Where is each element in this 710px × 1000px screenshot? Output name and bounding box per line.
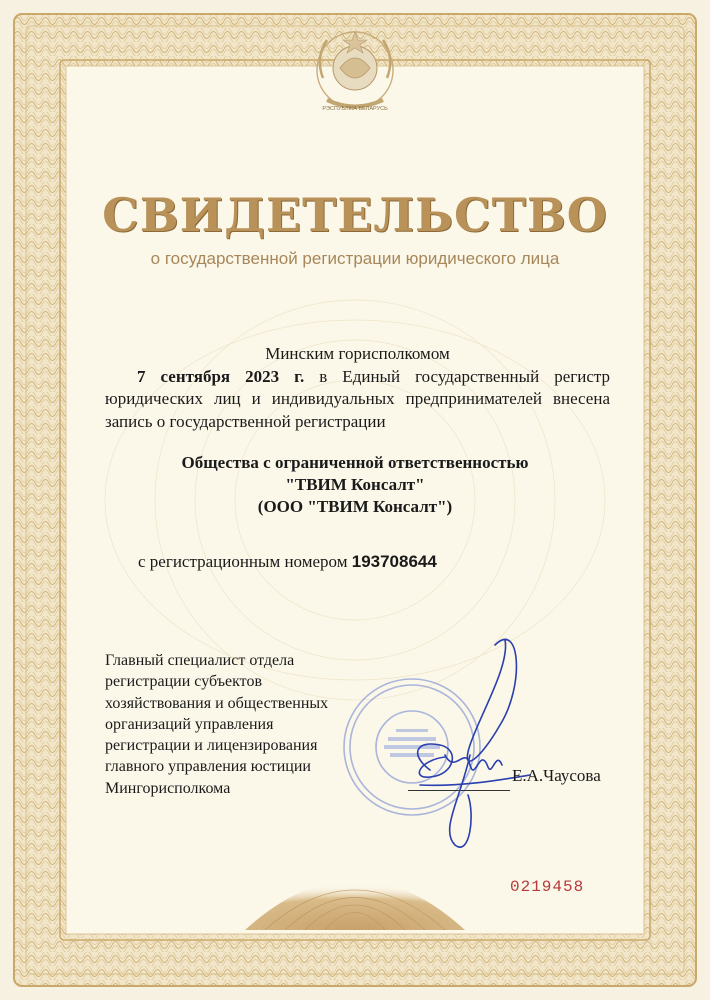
authority-line: Минским горисполкомом xyxy=(265,344,450,363)
serial-number: 0219458 xyxy=(510,878,585,896)
organization-line-2: "ТВИМ Консалт" xyxy=(285,475,425,494)
record-line: запись о государственной регистрации xyxy=(105,411,386,431)
signer-line: Главный специалист отдела xyxy=(105,652,295,669)
registration-text xyxy=(105,343,610,433)
registration-date: 7 сентября 2023 г. xyxy=(137,366,305,386)
registration-number: 193708644 xyxy=(351,552,437,571)
signer-line: хозяйствования и общественных xyxy=(105,694,329,712)
signer-line: Мингорисполкома xyxy=(105,779,231,797)
belarus-emblem-icon xyxy=(305,18,405,128)
page-title: СВИДЕТЕЛЬСТВО xyxy=(102,188,608,242)
organization-line-3: (ООО "ТВИМ Консалт") xyxy=(257,497,453,516)
signer-line: организаций управления xyxy=(105,715,274,733)
signer-line: регистрации субъектов xyxy=(105,673,262,691)
organization-line-1: Общества с ограниченной ответственностью xyxy=(181,453,529,472)
handwritten-signature xyxy=(400,625,540,855)
registration-number-line xyxy=(138,552,437,572)
registration-number-label: с регистрационным номером xyxy=(138,552,348,571)
guilloche-rosette xyxy=(245,840,465,930)
signer-line: регистрации и лицензирования xyxy=(105,737,318,755)
date-line xyxy=(105,366,610,389)
svg-text:РЭСПУБЛІКА БЕЛАРУСЬ: РЭСПУБЛІКА БЕЛАРУСЬ xyxy=(322,106,388,112)
organization-name xyxy=(0,452,710,518)
date-line-rest: в Единый государственный регистр xyxy=(304,366,610,386)
signer-name: Е.А.Чаусова xyxy=(512,766,601,785)
register-line: юридических лиц и индивидуальных предпринимателей внесена xyxy=(105,389,610,408)
signer-line: главного управления юстиции xyxy=(105,758,311,776)
page-subtitle: о государственной регистрации юридического лица xyxy=(150,249,560,268)
